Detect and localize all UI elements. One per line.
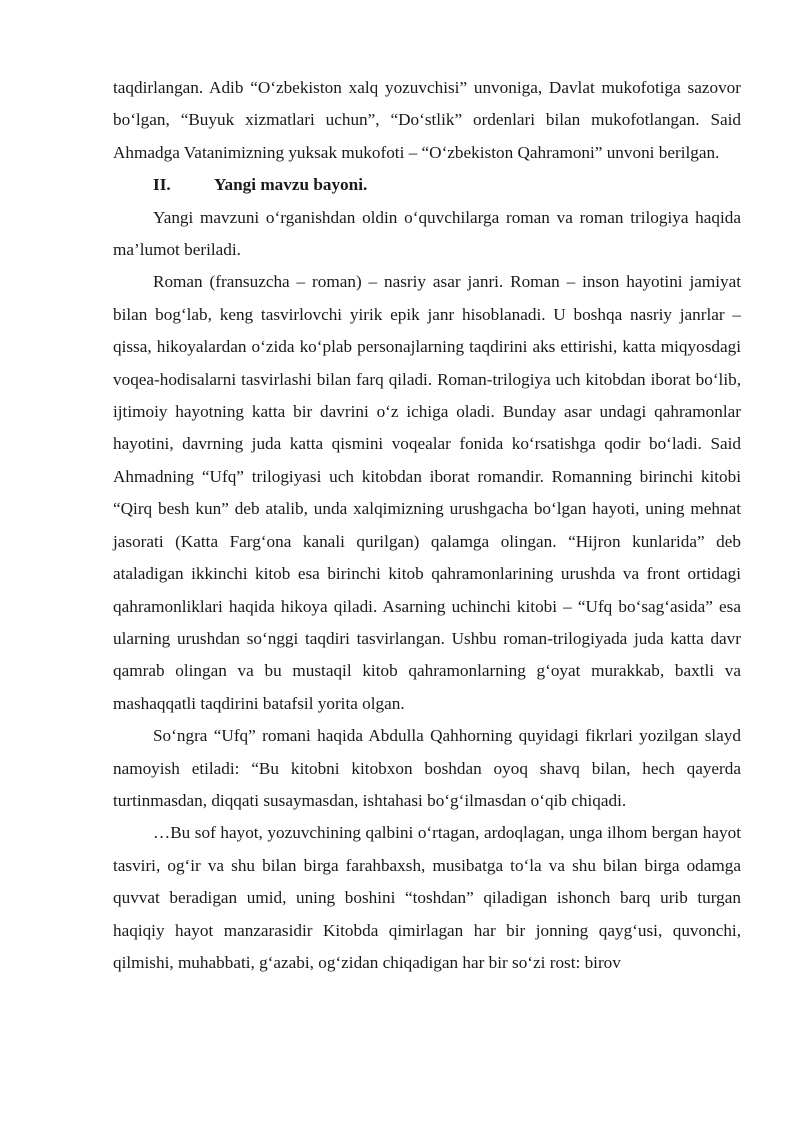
paragraph-intro: Yangi mavzuni o‘rganishdan oldin o‘quvchilarga roman va roman trilogiya haqida ma’lumot beriladi. [113, 207, 741, 260]
paragraph-quote-continued: …Bu sof hayot, yozuvchining qalbini o‘rtagan, ardoqlagan, unga ilhom bergan hayot tasviri, og‘ir va shu bilan birga farahbaxsh, musibatga to‘la va shu bilan birga odamga quvvat beradigan umid, uning boshini “toshdan” qiladigan ishonch barq urib turgan haqiqiy hayot manzarasidir Kitobda qimirlagan har bir jonning qayg‘usi, quvonchi, qilmishi, muhabbati, g‘azabi, og‘zidan chiqadigan har bir so‘zi rost: birov [113, 823, 741, 972]
paragraph-awards: taqdirlangan. Adib “O‘zbekiston xalq yozuvchisi” unvoniga, Davlat mukofotiga sazovor bo‘lgan, “Buyuk xizmatlari uchun”, “Do‘stlik” ordenlari bilan mukofotlangan. Said Ahmadga Vatanimizning yuksak mukofoti – “O‘zbekiston Qahramoni” unvoni berilgan. [113, 78, 741, 162]
document-page [113, 72, 741, 979]
section-number: II. [153, 175, 171, 195]
paragraph-qahhor-slide: So‘ngra “Ufq” romani haqida Abdulla Qahhorning quyidagi fikrlari yozilgan slayd namoyish etiladi: “Bu kitobni kitobxon boshdan oyoq shavq bilan, hech qayerda turtinmasdan, diqqati susaymasdan, ishtahasi bo‘g‘ilmasdan o‘qib chiqadi. [113, 726, 741, 810]
section-heading [113, 169, 741, 201]
section-title: Yangi mavzu bayoni. [214, 175, 368, 195]
paragraph-roman-definition: Roman (fransuzcha – roman) – nasriy asar janri. Roman – inson hayotini jamiyat bilan bog‘lab, keng tasvirlovchi yirik epik janr hisoblanadi. U boshqa nasriy janrlar – qissa, hikoyalardan o‘zida ko‘plab personajlarning taqdirini aks ettirishi, katta miqyosdagi voqea-hodisalarni tasvirlashi bilan farq qiladi. Roman-trilogiya uch kitobdan iborat bo‘lib, ijtimoiy hayotning katta bir davrini o‘z ichiga oladi. Bunday asar undagi qahramonlar hayotini, davrning juda katta qismini voqealar fonida ko‘rsatishga qodir bo‘ladi. Said Ahmadning “Ufq” trilogiyasi uch kitobdan iborat romandir. Romanning birinchi kitobi “Qirq besh kun” deb atalib, unda xalqimizning urushgacha bo‘lgan hayoti, uning mehnat jasorati (Katta Farg‘ona kanali qurilgan) qalamga olingan. “Hijron kunlarida” deb ataladigan ikkinchi kitob esa birinchi kitob qahramonlarining urushda va front ortidagi qahramonliklari haqida hikoya qiladi. Asarning uchinchi kitobi – “Ufq bo‘sag‘asida” esa ularning urushdan so‘nggi taqdiri tasvirlangan. Ushbu roman-trilogiyada juda katta davr qamrab olingan va bu mustaqil kitob qahramonlarning g‘oyat murakkab, baxtli va mashaqqatli taqdirini batafsil yorita olgan. [113, 272, 741, 713]
